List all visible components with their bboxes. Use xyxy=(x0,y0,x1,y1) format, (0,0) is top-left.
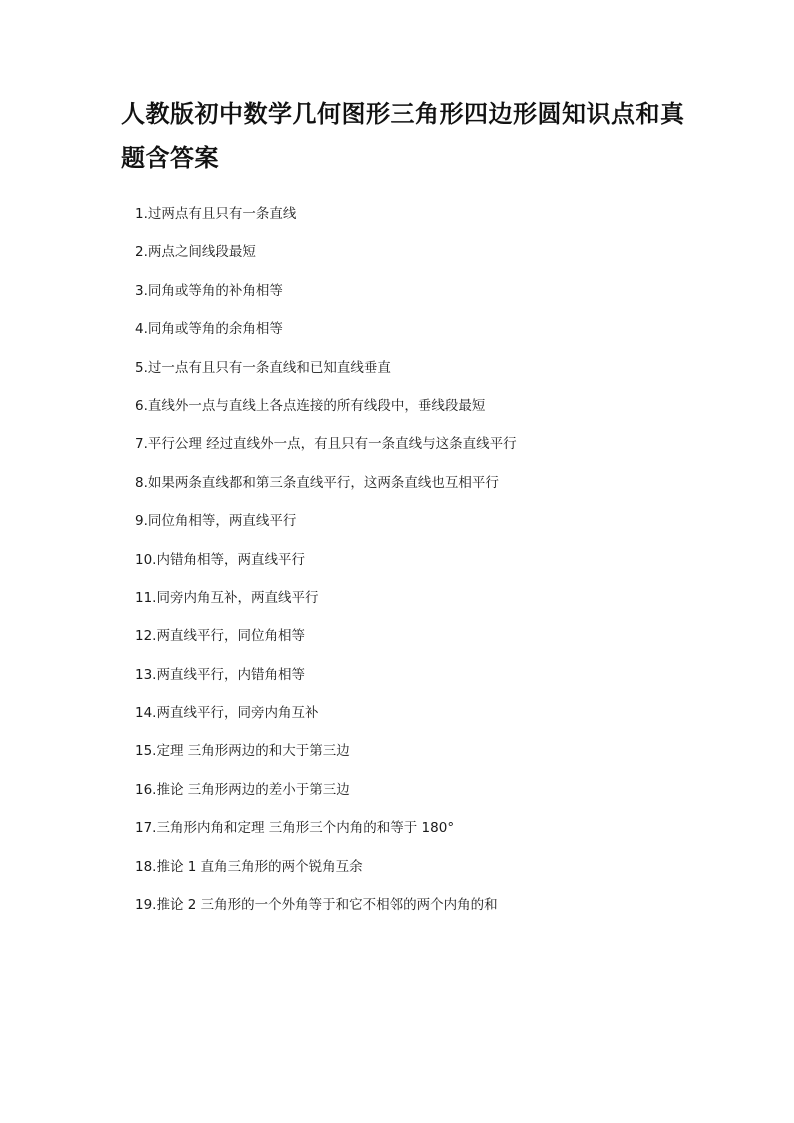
list-item: 12.两直线平行，同位角相等 xyxy=(135,628,305,645)
document-title: 人教版初中数学几何图形三角形四边形圆知识点和真题含答案 xyxy=(121,99,685,172)
list-item: 8.如果两条直线都和第三条直线平行，这两条直线也互相平行 xyxy=(135,474,499,491)
list-item: 4.同角或等角的余角相等 xyxy=(135,321,283,338)
list-item: 1.过两点有且只有一条直线 xyxy=(135,206,297,222)
list-item: 13.两直线平行，内错角相等 xyxy=(135,666,305,683)
list-item: 7.平行公理 经过直线外一点，有且只有一条直线与这条直线平行 xyxy=(135,436,517,453)
list-item: 15.定理 三角形两边的和大于第三边 xyxy=(135,743,350,760)
list-item: 5.过一点有且只有一条直线和已知直线垂直 xyxy=(135,359,391,376)
list-item: 11.同旁内角互补，两直线平行 xyxy=(135,589,319,606)
list-item: 6.直线外一点与直线上各点连接的所有线段中，垂线段最短 xyxy=(135,397,486,414)
list-item: 17.三角形内角和定理 三角形三个内角的和等于 180° xyxy=(135,820,455,837)
list-item: 9.同位角相等，两直线平行 xyxy=(135,513,297,530)
list-item: 18.推论 1 直角三角形的两个锐角互余 xyxy=(135,858,363,875)
list-item: 19.推论 2 三角形的一个外角等于和它不相邻的两个内角的和 xyxy=(135,897,498,914)
list-item: 10.内错角相等，两直线平行 xyxy=(135,551,305,568)
list-item: 2.两点之间线段最短 xyxy=(135,244,256,261)
list-item: 16.推论 三角形两边的差小于第三边 xyxy=(135,781,350,798)
list-item: 14.两直线平行，同旁内角互补 xyxy=(135,705,319,722)
list-item: 3.同角或等角的补角相等 xyxy=(135,282,283,299)
theorem-list xyxy=(135,204,517,933)
